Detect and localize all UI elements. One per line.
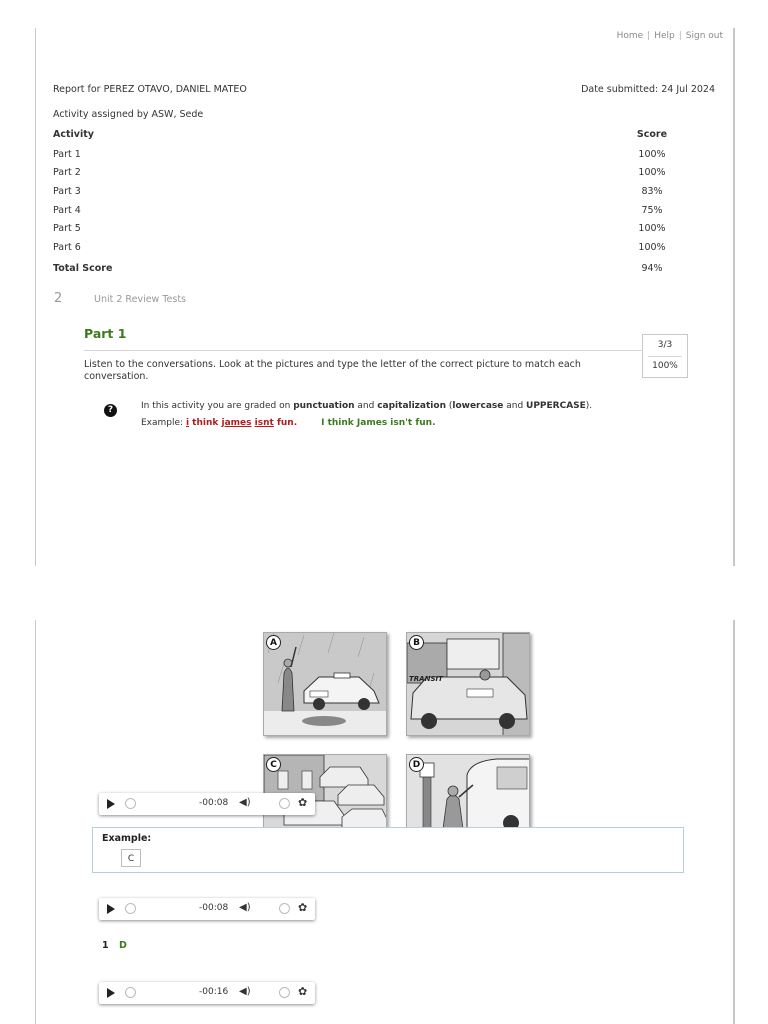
grading-note xyxy=(141,401,592,411)
table-row-score: 83% xyxy=(641,186,663,197)
progress-knob[interactable] xyxy=(125,903,136,914)
table-row-activity: Part 6 xyxy=(53,242,81,253)
nav-separator: | xyxy=(678,31,682,41)
progress-knob[interactable] xyxy=(125,987,136,998)
table-row-activity: Part 4 xyxy=(53,205,81,216)
table-row-activity: Part 1 xyxy=(53,149,81,160)
date-submitted: Date submitted: 24 Jul 2024 xyxy=(581,84,715,95)
note-text: ). xyxy=(585,401,593,411)
top-nav xyxy=(617,31,723,41)
part-divider xyxy=(84,350,642,351)
time-remaining: -00:08 xyxy=(199,903,229,913)
home-link[interactable]: Home xyxy=(616,31,644,41)
gear-icon[interactable]: ✿ xyxy=(298,985,308,998)
picture-letter: B xyxy=(409,635,424,650)
unit-title: Unit 2 Review Tests xyxy=(94,294,186,305)
example-answer-box: C xyxy=(121,849,141,867)
picture-letter: D xyxy=(409,757,424,772)
time-remaining: -00:16 xyxy=(199,987,229,997)
volume-icon[interactable]: ◀) xyxy=(239,797,251,808)
wrong-word: think xyxy=(189,418,222,428)
wrong-word: james xyxy=(221,418,252,428)
part-score-percent: 100% xyxy=(652,361,678,371)
total-score-label: Total Score xyxy=(53,263,113,274)
unit-number: 2 xyxy=(54,291,63,306)
picture-b xyxy=(406,632,530,736)
note-text: ( xyxy=(445,401,453,411)
table-row-activity: Part 2 xyxy=(53,167,81,178)
gear-icon[interactable]: ✿ xyxy=(298,901,308,914)
answer-number: 1 xyxy=(102,940,109,951)
table-row-score: 75% xyxy=(641,205,663,216)
wrong-word: fun xyxy=(273,418,294,428)
picture-letter: A xyxy=(266,635,281,650)
wrong-example xyxy=(186,418,297,428)
note-uppercase: UPPERCASE xyxy=(526,401,586,411)
wrong-period: . xyxy=(293,418,298,428)
volume-knob[interactable] xyxy=(279,987,290,998)
volume-icon[interactable]: ◀) xyxy=(239,902,251,913)
volume-knob[interactable] xyxy=(279,798,290,809)
picture-d xyxy=(406,754,530,828)
gear-icon[interactable]: ✿ xyxy=(298,796,308,809)
table-row-score: 100% xyxy=(638,223,666,234)
picture-a xyxy=(263,632,387,736)
transit-sign: TRANSIT xyxy=(409,675,443,683)
table-row-score: 100% xyxy=(638,167,666,178)
progress-knob[interactable] xyxy=(125,798,136,809)
report-title: Report for PEREZ OTAVO, DANIEL MATEO xyxy=(53,84,247,95)
example-label: Example: xyxy=(141,418,186,428)
table-row-score: 100% xyxy=(638,242,666,253)
audio-player-question-1 xyxy=(99,898,315,920)
play-icon[interactable] xyxy=(107,904,115,914)
table-row-activity: Part 5 xyxy=(53,223,81,234)
help-link[interactable]: Help xyxy=(654,31,675,41)
sign-out-link[interactable]: Sign out xyxy=(685,31,723,41)
score-column-header: Score xyxy=(636,129,668,140)
nav-separator: | xyxy=(647,31,651,41)
part-score-fraction: 3/3 xyxy=(648,335,682,357)
grading-example xyxy=(141,418,436,428)
activity-assigned-by: Activity assigned by ASW, Sede xyxy=(53,109,204,120)
part-title: Part 1 xyxy=(84,326,127,341)
total-score-value: 94% xyxy=(641,263,663,274)
part-instructions: Listen to the conversations. Look at the pictures and type the letter of the correct picture to match each conversation. xyxy=(84,359,581,382)
play-icon[interactable] xyxy=(107,988,115,998)
note-text: and xyxy=(503,401,527,411)
volume-knob[interactable] xyxy=(279,903,290,914)
part-score-box xyxy=(642,334,688,378)
example-label: Example: xyxy=(102,833,152,844)
picture-c xyxy=(263,754,387,828)
note-capitalization: capitalization xyxy=(377,401,446,411)
example-panel xyxy=(92,827,684,873)
wrong-word: isnt xyxy=(254,418,274,428)
table-row-activity: Part 3 xyxy=(53,186,81,197)
audio-player-example xyxy=(99,793,315,815)
correct-example: I think James isn't fun. xyxy=(321,418,436,428)
play-icon[interactable] xyxy=(107,799,115,809)
question-icon: ? xyxy=(104,404,117,417)
table-row-score: 100% xyxy=(638,149,666,160)
note-text: In this activity you are graded on xyxy=(141,401,294,411)
time-remaining: -00:08 xyxy=(199,798,229,808)
picture-letter: C xyxy=(266,757,281,772)
answer-value: D xyxy=(119,940,127,951)
audio-player-question-2 xyxy=(99,982,315,1004)
note-text: and xyxy=(354,401,378,411)
note-punctuation: punctuation xyxy=(293,401,355,411)
report-sheet xyxy=(35,28,735,566)
activity-column-header: Activity xyxy=(53,129,94,140)
volume-icon[interactable]: ◀) xyxy=(239,986,251,997)
note-lowercase: lowercase xyxy=(452,401,504,411)
wrong-word: i xyxy=(185,418,190,428)
